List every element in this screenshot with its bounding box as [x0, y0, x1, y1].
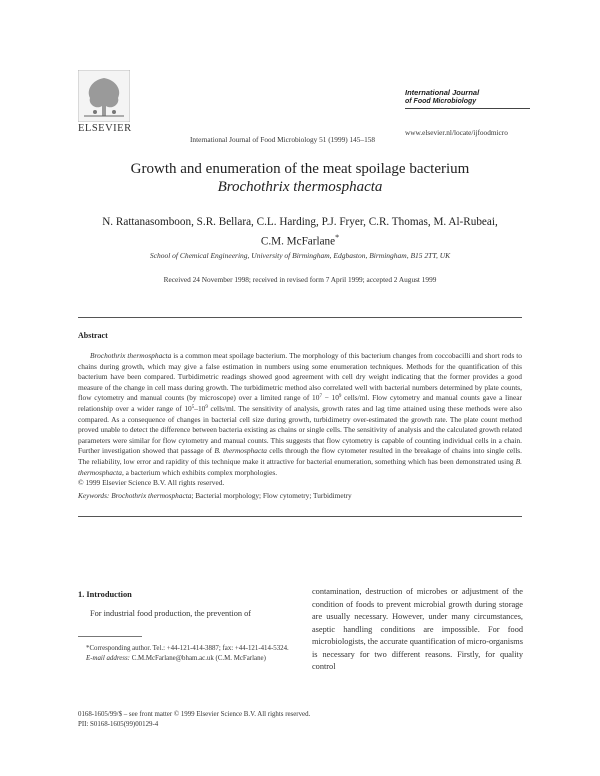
journal-logo-line1: International Journal [405, 88, 480, 97]
corresponding-author-footnote [78, 644, 301, 664]
footer-issn: 0168-1605/99/$ – see front matter © 1999 Elsevier Science B.V. All rights reserved. [78, 711, 311, 718]
footer-pii: PII: S0168-1605(99)00129-4 [78, 721, 159, 728]
top-divider [78, 317, 522, 318]
keywords: Keywords: Brochothrix thermosphacta; Bacterial morphology; Flow cytometry; Turbidimetry [78, 491, 352, 500]
footnote-contact: *Corresponding author. Tel.: +44-121-414-3887; fax: +44-121-414-5324. [86, 645, 289, 652]
authors-line1: N. Rattanasomboon, S.R. Bellara, C.L. Harding, P.J. Fryer, C.R. Thomas, M. Al-Rubeai, [102, 216, 498, 228]
publisher-name: ELSEVIER [78, 123, 132, 134]
journal-citation: International Journal of Food Microbiology 51 (1999) 145–158 [190, 135, 376, 144]
bottom-divider [78, 516, 522, 517]
page-footer [78, 710, 310, 730]
journal-website-link[interactable]: www.elsevier.nl/locate/ijfoodmicro [405, 128, 508, 137]
email-address[interactable]: C.M.McFarlane@bham.ac.uk (C.M. McFarlane) [129, 655, 266, 662]
abstract-heading: Abstract [78, 331, 108, 340]
footnote-divider [78, 636, 142, 637]
abstract-body: Brochothrix thermosphacta is a common meat spoilage bacterium. The morphology of this bacterium changes from coccobacilli and short rods to chains during growth, which may give a false estimation in numbers using some enumeration techniques. Methods for the quantification of this bacterium have been compared. Turbidimetric readings showed good agreement with cell dry weight indicating that the former provides a good measure of the change in cell mass during growth. The turbidimetric method also correlated well with bacterial numbers determined by plate counts, flow cytometry and manual counts (by microscope) over a limited range of $10^7 - 10^9$ cells/ml. Flow cytometry and manual counts gave a linear relationship over a wider range of $10^5-10^9$ cells/ml. The sensitivity of analysis, growth rates and lag time attained using these methods were also compared. As a consequence of changes in bacterial cell size during growth, turbidimetry over-estimated the growth rate. The plate count method proved unable to detect the difference between bacteria existing as chains or single cells. The sensitivity of analysis and the calculated growth related parameters were similar for flow cytometry and manual counts. This suggests that flow cytometry is capable of counting individual cells in a chain. Further investigation showed that passage of B. thermosphacta cells through the flow cytometer resulted in the breakage of chains into single cells. The reliability, low error and rapidity of this technique make it attractive for bacterial enumeration, something which has been demonstrated using B. thermosphacta, a bacterium which exhibits complex morphologies. © 1999 Elsevier Science B.V. All rights reserved. [78, 351, 523, 488]
article-title-line2: Brochothrix thermosphacta [217, 179, 383, 195]
article-title [0, 160, 600, 196]
introduction-heading: 1. Introduction [78, 590, 132, 599]
article-title-line1: Growth and enumeration of the meat spoilage bacterium [130, 161, 470, 177]
introduction-right-column: contamination, destruction of microbes or adjustment of the condition of foods to prevent microbial growth during storage are usually necessary. However, under many circumstances, aseptic handling conditions are impossible. For food microbiologists, the accurate quantification of micro-organisms is necessary for two different reasons. Firstly, for quality control [312, 587, 523, 671]
authors-line2: C.M. McFarlane [260, 235, 336, 248]
corresponding-author-mark: * [335, 233, 340, 242]
journal-logo-line2: of Food Microbiology [405, 98, 477, 105]
journal-logo [405, 88, 535, 106]
abstract-copyright: © 1999 Elsevier Science B.V. All rights reserved. [78, 478, 225, 488]
email-label: E-mail address: [86, 655, 130, 662]
keywords-label: Keywords: [78, 491, 110, 500]
journal-logo-rule [405, 108, 530, 109]
author-list [60, 214, 540, 250]
affiliation: School of Chemical Engineering, University of Birmingham, Edgbaston, Birmingham, B15 2TT, UK [149, 251, 451, 260]
elsevier-tree-logo [78, 70, 130, 122]
introduction-left-column: For industrial food production, the prevention of [90, 609, 252, 618]
article-dates: Received 24 November 1998; received in revised form 7 April 1999; accepted 2 August 1999 [163, 275, 437, 284]
abstract-species: Brochothrix thermosphacta [90, 351, 172, 360]
